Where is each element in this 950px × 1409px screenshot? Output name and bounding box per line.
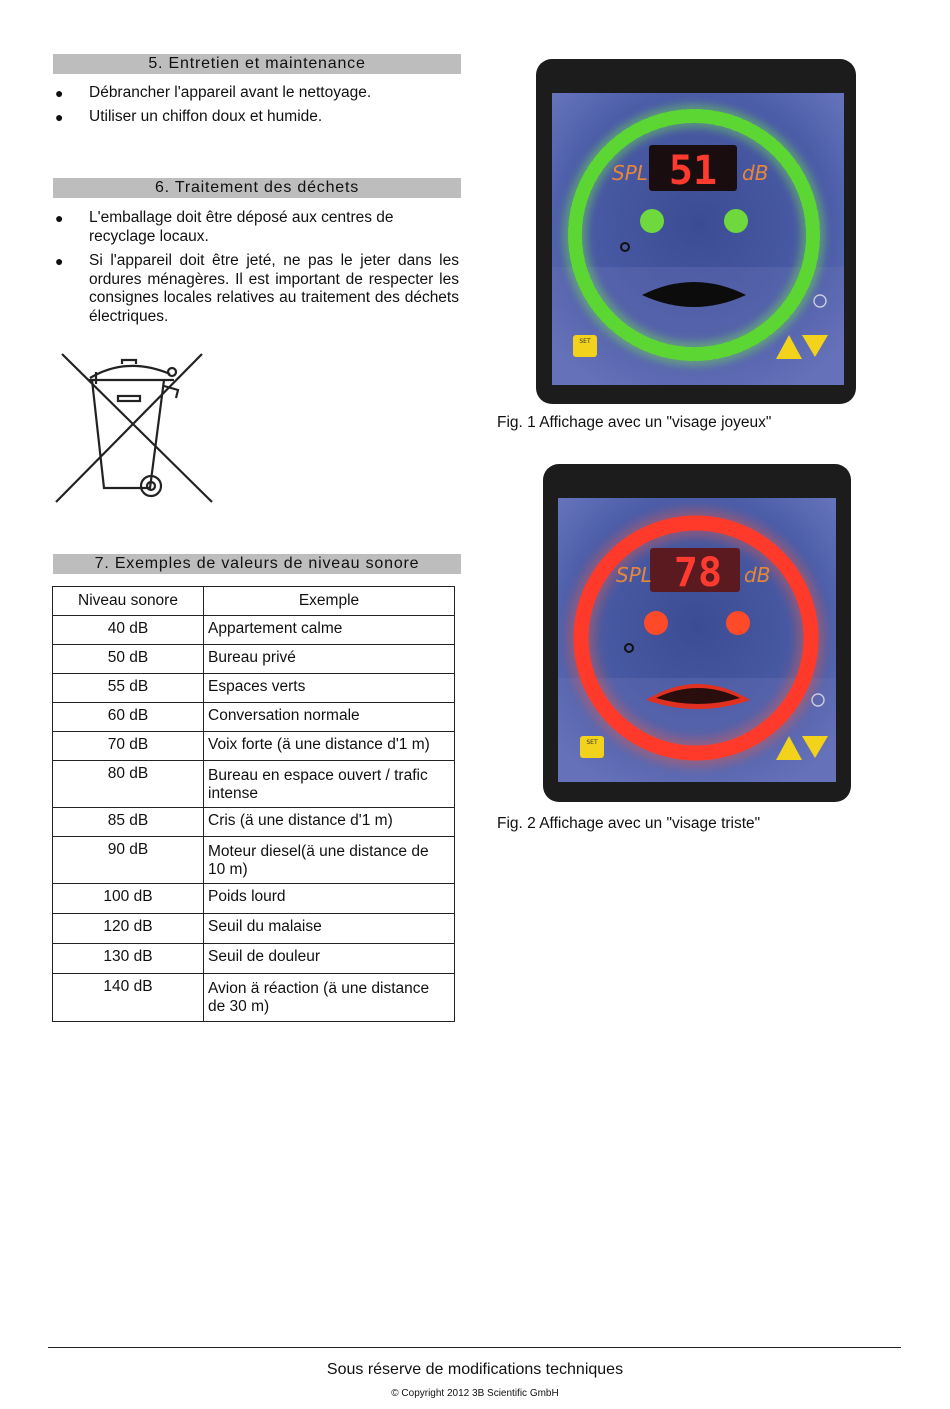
set-button-label: SET bbox=[579, 338, 591, 345]
sound-level-table bbox=[52, 586, 455, 1022]
section-7-heading: 7. Exemples de valeurs de niveau sonore bbox=[53, 554, 461, 574]
figure-2-display bbox=[540, 462, 856, 810]
bullet-icon: ● bbox=[55, 109, 64, 125]
table-row bbox=[53, 808, 455, 837]
table-row bbox=[53, 884, 455, 914]
table-header-row bbox=[53, 587, 455, 616]
table-row bbox=[53, 944, 455, 974]
table-cell: 100 dB bbox=[53, 884, 204, 914]
table-cell: Seuil de douleur bbox=[204, 944, 455, 974]
table-cell: 130 dB bbox=[53, 944, 204, 974]
section-5-heading: 5. Entretien et maintenance bbox=[53, 54, 461, 74]
table-cell: 140 dB bbox=[53, 974, 204, 1022]
unit-label: dB bbox=[742, 161, 769, 185]
table-cell: 120 dB bbox=[53, 914, 204, 944]
table-cell: 80 dB bbox=[53, 761, 204, 808]
table-cell: 60 dB bbox=[53, 703, 204, 732]
bullet-icon: ● bbox=[55, 210, 64, 226]
table-cell: Appartement calme bbox=[204, 616, 455, 645]
table-cell: 40 dB bbox=[53, 616, 204, 645]
table-cell: Voix forte (ä une distance d'1 m) bbox=[204, 732, 455, 761]
table-row bbox=[53, 837, 455, 884]
table-row bbox=[53, 761, 455, 808]
table-cell: 70 dB bbox=[53, 732, 204, 761]
section-6-heading: 6. Traitement des déchets bbox=[53, 178, 461, 198]
table-cell: Espaces verts bbox=[204, 674, 455, 703]
bullet-icon: ● bbox=[55, 253, 64, 269]
table-cell: 85 dB bbox=[53, 808, 204, 837]
table-cell: Bureau en espace ouvert / trafic intense bbox=[204, 761, 455, 808]
footer-copyright: © Copyright 2012 3B Scientific GmbH bbox=[391, 1388, 559, 1399]
table-row bbox=[53, 645, 455, 674]
column-header-example: Exemple bbox=[204, 587, 455, 616]
table-cell: Conversation normale bbox=[204, 703, 455, 732]
table-cell: Bureau privé bbox=[204, 645, 455, 674]
table-cell: 90 dB bbox=[53, 837, 204, 884]
spl-label: SPL bbox=[612, 161, 648, 185]
list-item: ● L'emballage doit être déposé aux centres de recyclage locaux. bbox=[55, 209, 394, 245]
table-cell: Poids lourd bbox=[204, 884, 455, 914]
list-item: ● Utiliser un chiffon doux et humide. bbox=[55, 108, 323, 125]
footer-note: Sous réserve de modifications techniques bbox=[326, 1361, 624, 1378]
table-row bbox=[53, 974, 455, 1022]
figure-1-caption: Fig. 1 Affichage avec un "visage joyeux" bbox=[497, 414, 772, 431]
table-row bbox=[53, 616, 455, 645]
list-item: ● Si l'appareil doit être jeté, ne pas le jeter dans les ordures ménagères. Il est important de respecter les consignes locales relatives au traitement des déchets électriques. bbox=[55, 252, 459, 325]
crossed-bin-icon bbox=[52, 350, 214, 506]
table-cell: Cris (ä une distance d'1 m) bbox=[204, 808, 455, 837]
table-cell: 55 dB bbox=[53, 674, 204, 703]
table-cell: Moteur diesel(ä une distance de 10 m) bbox=[204, 837, 455, 884]
figure-1-display bbox=[532, 57, 862, 412]
spl-label: SPL bbox=[616, 563, 652, 587]
table-row bbox=[53, 914, 455, 944]
table-cell: 50 dB bbox=[53, 645, 204, 674]
display-value: 51 bbox=[668, 148, 718, 194]
table-row bbox=[53, 732, 455, 761]
footer-divider bbox=[48, 1347, 901, 1348]
table-cell: Avion ä réaction (ä une distance de 30 m) bbox=[204, 974, 455, 1022]
table-row bbox=[53, 674, 455, 703]
table-row bbox=[53, 703, 455, 732]
list-item: ● Débrancher l'appareil avant le nettoyage. bbox=[55, 84, 372, 101]
set-button-label: SET bbox=[586, 739, 598, 746]
unit-label: dB bbox=[744, 563, 771, 587]
bullet-icon: ● bbox=[55, 85, 64, 101]
figure-2-caption: Fig. 2 Affichage avec un "visage triste" bbox=[497, 815, 761, 832]
table-cell: Seuil du malaise bbox=[204, 914, 455, 944]
display-value: 78 bbox=[673, 550, 723, 596]
column-header-level: Niveau sonore bbox=[53, 587, 204, 616]
